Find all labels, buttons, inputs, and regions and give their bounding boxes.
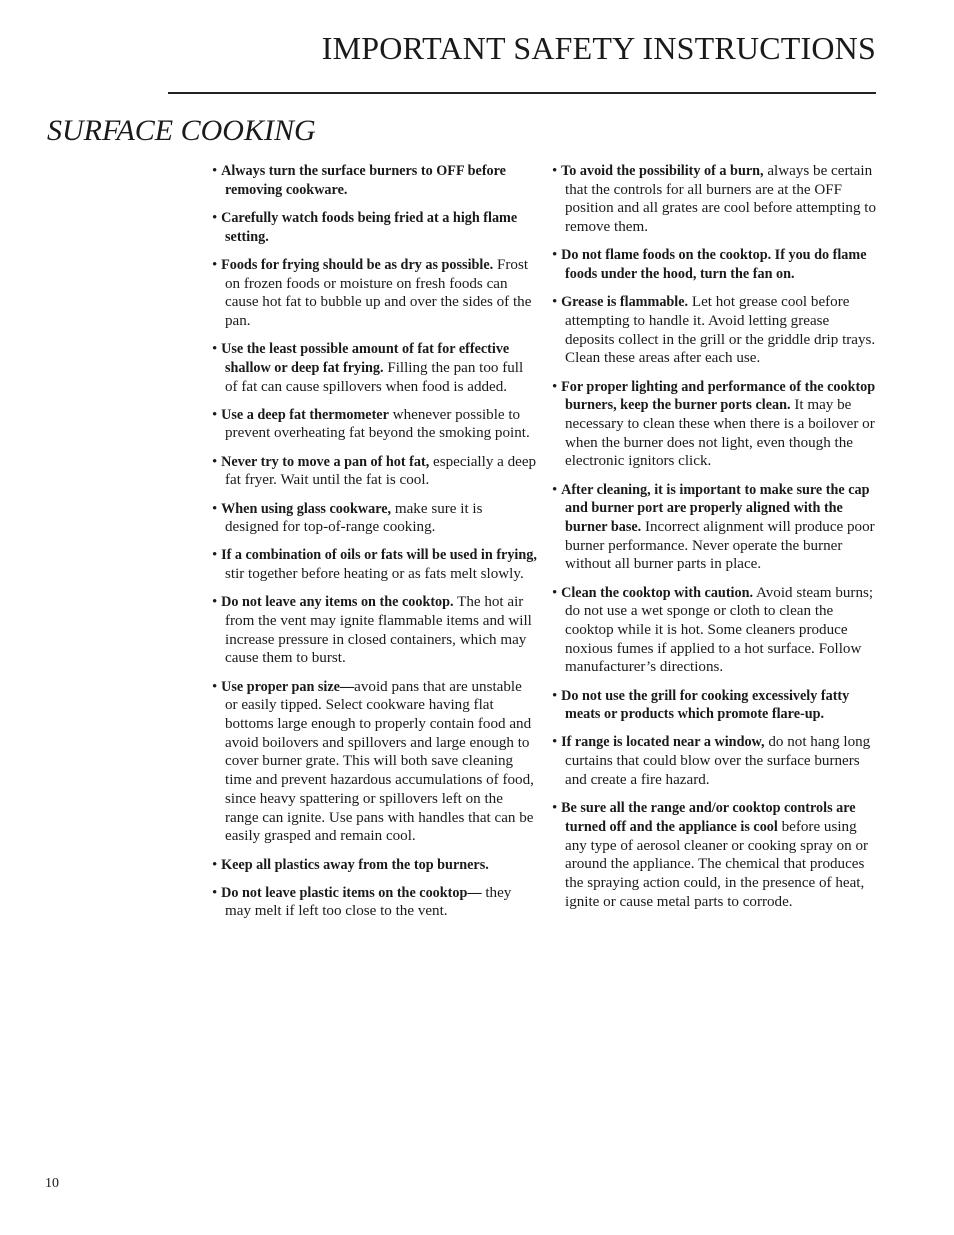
item-bold-text: Carefully watch foods being fried at a high flame setting. — [221, 209, 518, 245]
list-item — [212, 340, 538, 396]
item-text: before using any type of aerosol cleaner or cooking spray on or around the appliance. The chemical that produces the spraying action could, in the presence of heat, ignite or cause metal parts to corrode. — [565, 818, 869, 910]
bullet: • — [552, 481, 558, 498]
item-bold-text: Be sure all the range and/or cooktop controls are turned off and the appliance is cool — [561, 800, 856, 835]
header-rule — [168, 92, 876, 94]
bullet: • — [212, 547, 218, 564]
item-text: The hot air from the vent may ignite flammable items and will increase pressure in closed containers, which may cause them to burst. — [225, 594, 532, 667]
item-bold-text: Never try to move a pan of hot fat, — [221, 453, 430, 470]
item-bold-text: Clean the cooktop with caution. — [561, 584, 754, 601]
list-item — [212, 678, 538, 846]
item-text: It may be necessary to clean these when there is a boilover or when the burner does not light, even though the electronic ignitors click. — [565, 397, 875, 470]
list-item — [212, 162, 538, 199]
list-item — [212, 453, 538, 490]
item-bold-text: When using glass cookware, — [221, 500, 392, 517]
item-text: Frost on frozen foods or moisture on fresh foods can cause hot fat to bubble up and over the sides of the pan. — [225, 256, 532, 329]
list-item — [212, 209, 538, 246]
item-bold-text: Do not leave plastic items on the cooktop— — [221, 884, 482, 901]
bullet: • — [212, 500, 218, 517]
item-text: stir together before heating or as fats melt slowly. — [225, 566, 524, 583]
bullet: • — [552, 378, 558, 395]
bullet: • — [212, 453, 218, 470]
item-text: Avoid steam burns; do not use a wet sponge or cloth to clean the cooktop while it is hot. Some cleaners produce noxious fumes if applied to a hot surface. Follow manufacturer’s directions. — [565, 584, 874, 676]
bullet: • — [212, 594, 218, 611]
list-item — [212, 256, 538, 331]
list-item — [552, 481, 878, 575]
list-item — [552, 293, 878, 368]
bullet: • — [212, 341, 218, 358]
item-text: they may melt if left too close to the vent. — [225, 884, 512, 920]
item-bold-text: Do not use the grill for cooking excessively fatty meats or products which promote flare-up. — [561, 687, 850, 723]
list-item — [552, 584, 878, 678]
item-text: Incorrect alignment will produce poor burner performance. Never operate the burner without all burner parts in place. — [565, 518, 875, 573]
list-item — [212, 546, 538, 583]
item-text: whenever possible to prevent overheating fat beyond the smoking point. — [225, 406, 530, 442]
item-text: make sure it is designed for top-of-range cooking. — [225, 500, 483, 536]
item-bold-text: To avoid the possibility of a burn, — [561, 163, 764, 179]
list-item — [552, 246, 878, 283]
item-text: Let hot grease cool before attempting to handle it. Avoid letting grease deposits collect in the grill or the griddle drip trays. Clean these areas after each use. — [565, 294, 876, 367]
left-column — [212, 162, 538, 931]
section-title: SURFACE COOKING — [47, 114, 316, 147]
list-item — [212, 593, 538, 668]
item-bold-text: Do not flame foods on the cooktop. If you do flame foods under the hood, turn the fan on. — [561, 247, 867, 283]
bullet: • — [212, 406, 218, 423]
item-bold-text: If a combination of oils or fats will be used in frying, — [221, 547, 537, 564]
item-bold-text: Keep all plastics away from the top burners. — [221, 856, 489, 873]
item-text: Filling the pan too full of fat can cause spillovers when food is added. — [225, 359, 524, 395]
bullet: • — [552, 163, 558, 179]
list-item — [552, 687, 878, 724]
bullet: • — [552, 687, 558, 704]
item-bold-text: Grease is flammable. — [561, 294, 689, 311]
item-text: avoid pans that are unstable or easily tipped. Select cookware having flat bottoms large enough to properly contain food and avoid boilovers and spillovers and large enough to cover burner grate. This will both save cleaning time and prevent hazardous accumulations of food, since heavy spattering or spillovers left on the range can ignite. Use pans with handles that can be easily grasped and remain cool. — [225, 678, 534, 845]
item-bold-text: Always turn the surface burners to OFF before removing cookware. — [221, 163, 506, 198]
bullet: • — [212, 856, 218, 873]
list-item — [552, 378, 878, 472]
item-bold-text: For proper lighting and performance of the cooktop burners, keep the burner ports clean. — [561, 378, 876, 414]
item-text: do not hang long curtains that could blow over the surface burners and create a fire hazard. — [565, 734, 871, 788]
bullet: • — [212, 256, 218, 273]
item-bold-text: Use a deep fat thermometer — [221, 406, 389, 423]
item-bold-text: Use proper pan size— — [221, 678, 355, 695]
bullet: • — [212, 163, 218, 179]
item-bold-text: Foods for frying should be as dry as possible. — [221, 256, 494, 273]
item-bold-text: After cleaning, it is important to make sure the cap and burner port are properly aligned with the burner base. — [561, 481, 870, 535]
bullet: • — [552, 247, 558, 264]
bullet: • — [552, 294, 558, 311]
list-item — [552, 162, 878, 237]
item-text: always be certain that the controls for all burners are at the OFF position and all grates are cool before attempting to remove them. — [565, 163, 876, 236]
bullet: • — [212, 678, 218, 695]
item-bold-text: If range is located near a window, — [561, 734, 765, 751]
item-bold-text: Use the least possible amount of fat for effective shallow or deep fat frying. — [221, 341, 510, 376]
bullet: • — [552, 734, 558, 751]
page-number: 10 — [45, 1176, 59, 1191]
list-item — [212, 856, 538, 875]
bullet: • — [212, 209, 218, 226]
item-text: especially a deep fat fryer. Wait until the fat is cool. — [225, 453, 537, 489]
bullet: • — [212, 884, 218, 901]
page-header-title: IMPORTANT SAFETY INSTRUCTIONS — [321, 30, 876, 66]
bullet: • — [552, 584, 558, 601]
bullet: • — [552, 800, 558, 817]
list-item — [552, 799, 878, 911]
list-item — [552, 733, 878, 789]
item-bold-text: Do not leave any items on the cooktop. — [221, 594, 454, 611]
list-item — [212, 500, 538, 537]
list-item — [212, 406, 538, 443]
list-item — [212, 884, 538, 921]
right-column — [552, 162, 878, 921]
